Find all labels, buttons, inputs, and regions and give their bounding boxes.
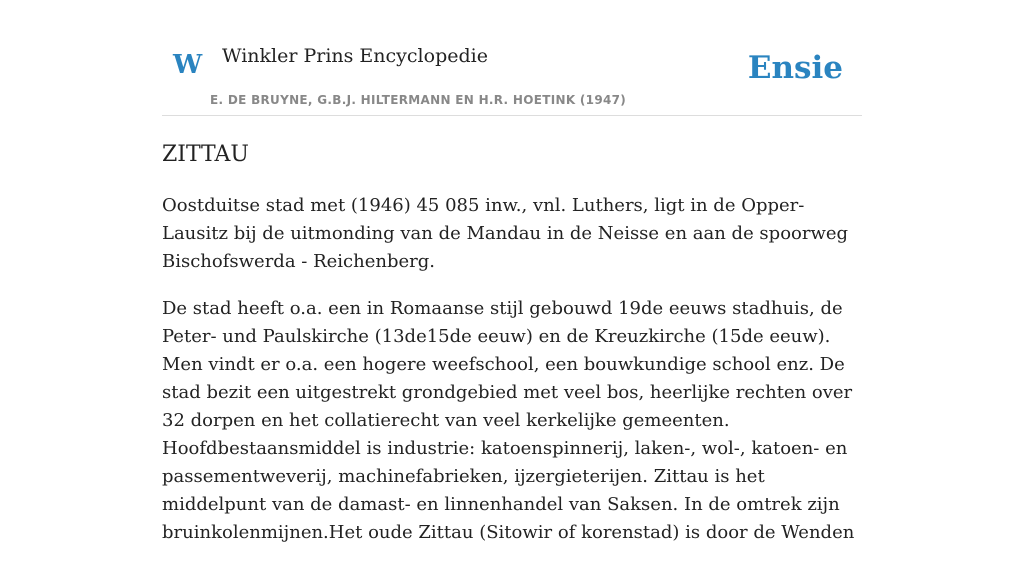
article-paragraph-2: De stad heeft o.a. een in Romaanse stijl gebouwd 19de eeuws stadhuis, de Peter- und Paulskirche (13de15de eeuw) en de Kreuzkirche (15de eeuw). Men vindt er o.a. een hogere weefschool, een bouwkundige school enz. De stad bezit een uitgestrekt grondgebied met veel bos, heerlijke rechten over 32 dorpen en het collatierecht van veel kerkelijke gemeenten. Hoofdbestaansmiddel is industrie: katoenspinnerij, laken-, wol-, katoen- en passementweverij, machinefabrieken, ijzergieterijen. Zittau is het middelpunt van de damast- en linnenhandel van Saksen. In de omtrek zijn bruinkolenmijnen.Het oude Zittau (Sitowir of korenstad) is door de Wenden — [162, 298, 855, 543]
site-header — [162, 30, 862, 116]
encyclopedia-title[interactable]: Winkler Prins Encyclopedie — [222, 45, 488, 67]
encyclopedia-logo[interactable]: W — [173, 50, 203, 80]
article-body — [162, 192, 862, 566]
article-paragraph-1: Oostduitse stad met (1946) 45 085 inw., vnl. Luthers, ligt in de Opper-Lausitz bij de uitmonding van de Mandau in de Neisse en aan de spoorweg Bischofswerda - Reichenberg. — [162, 195, 849, 272]
authors-line: E. DE BRUYNE, G.B.J. HILTERMANN EN H.R. HOETINK (1947) — [210, 93, 627, 107]
article-title: ZITTAU — [162, 142, 249, 167]
ensie-logo[interactable]: Ensie — [747, 50, 843, 86]
